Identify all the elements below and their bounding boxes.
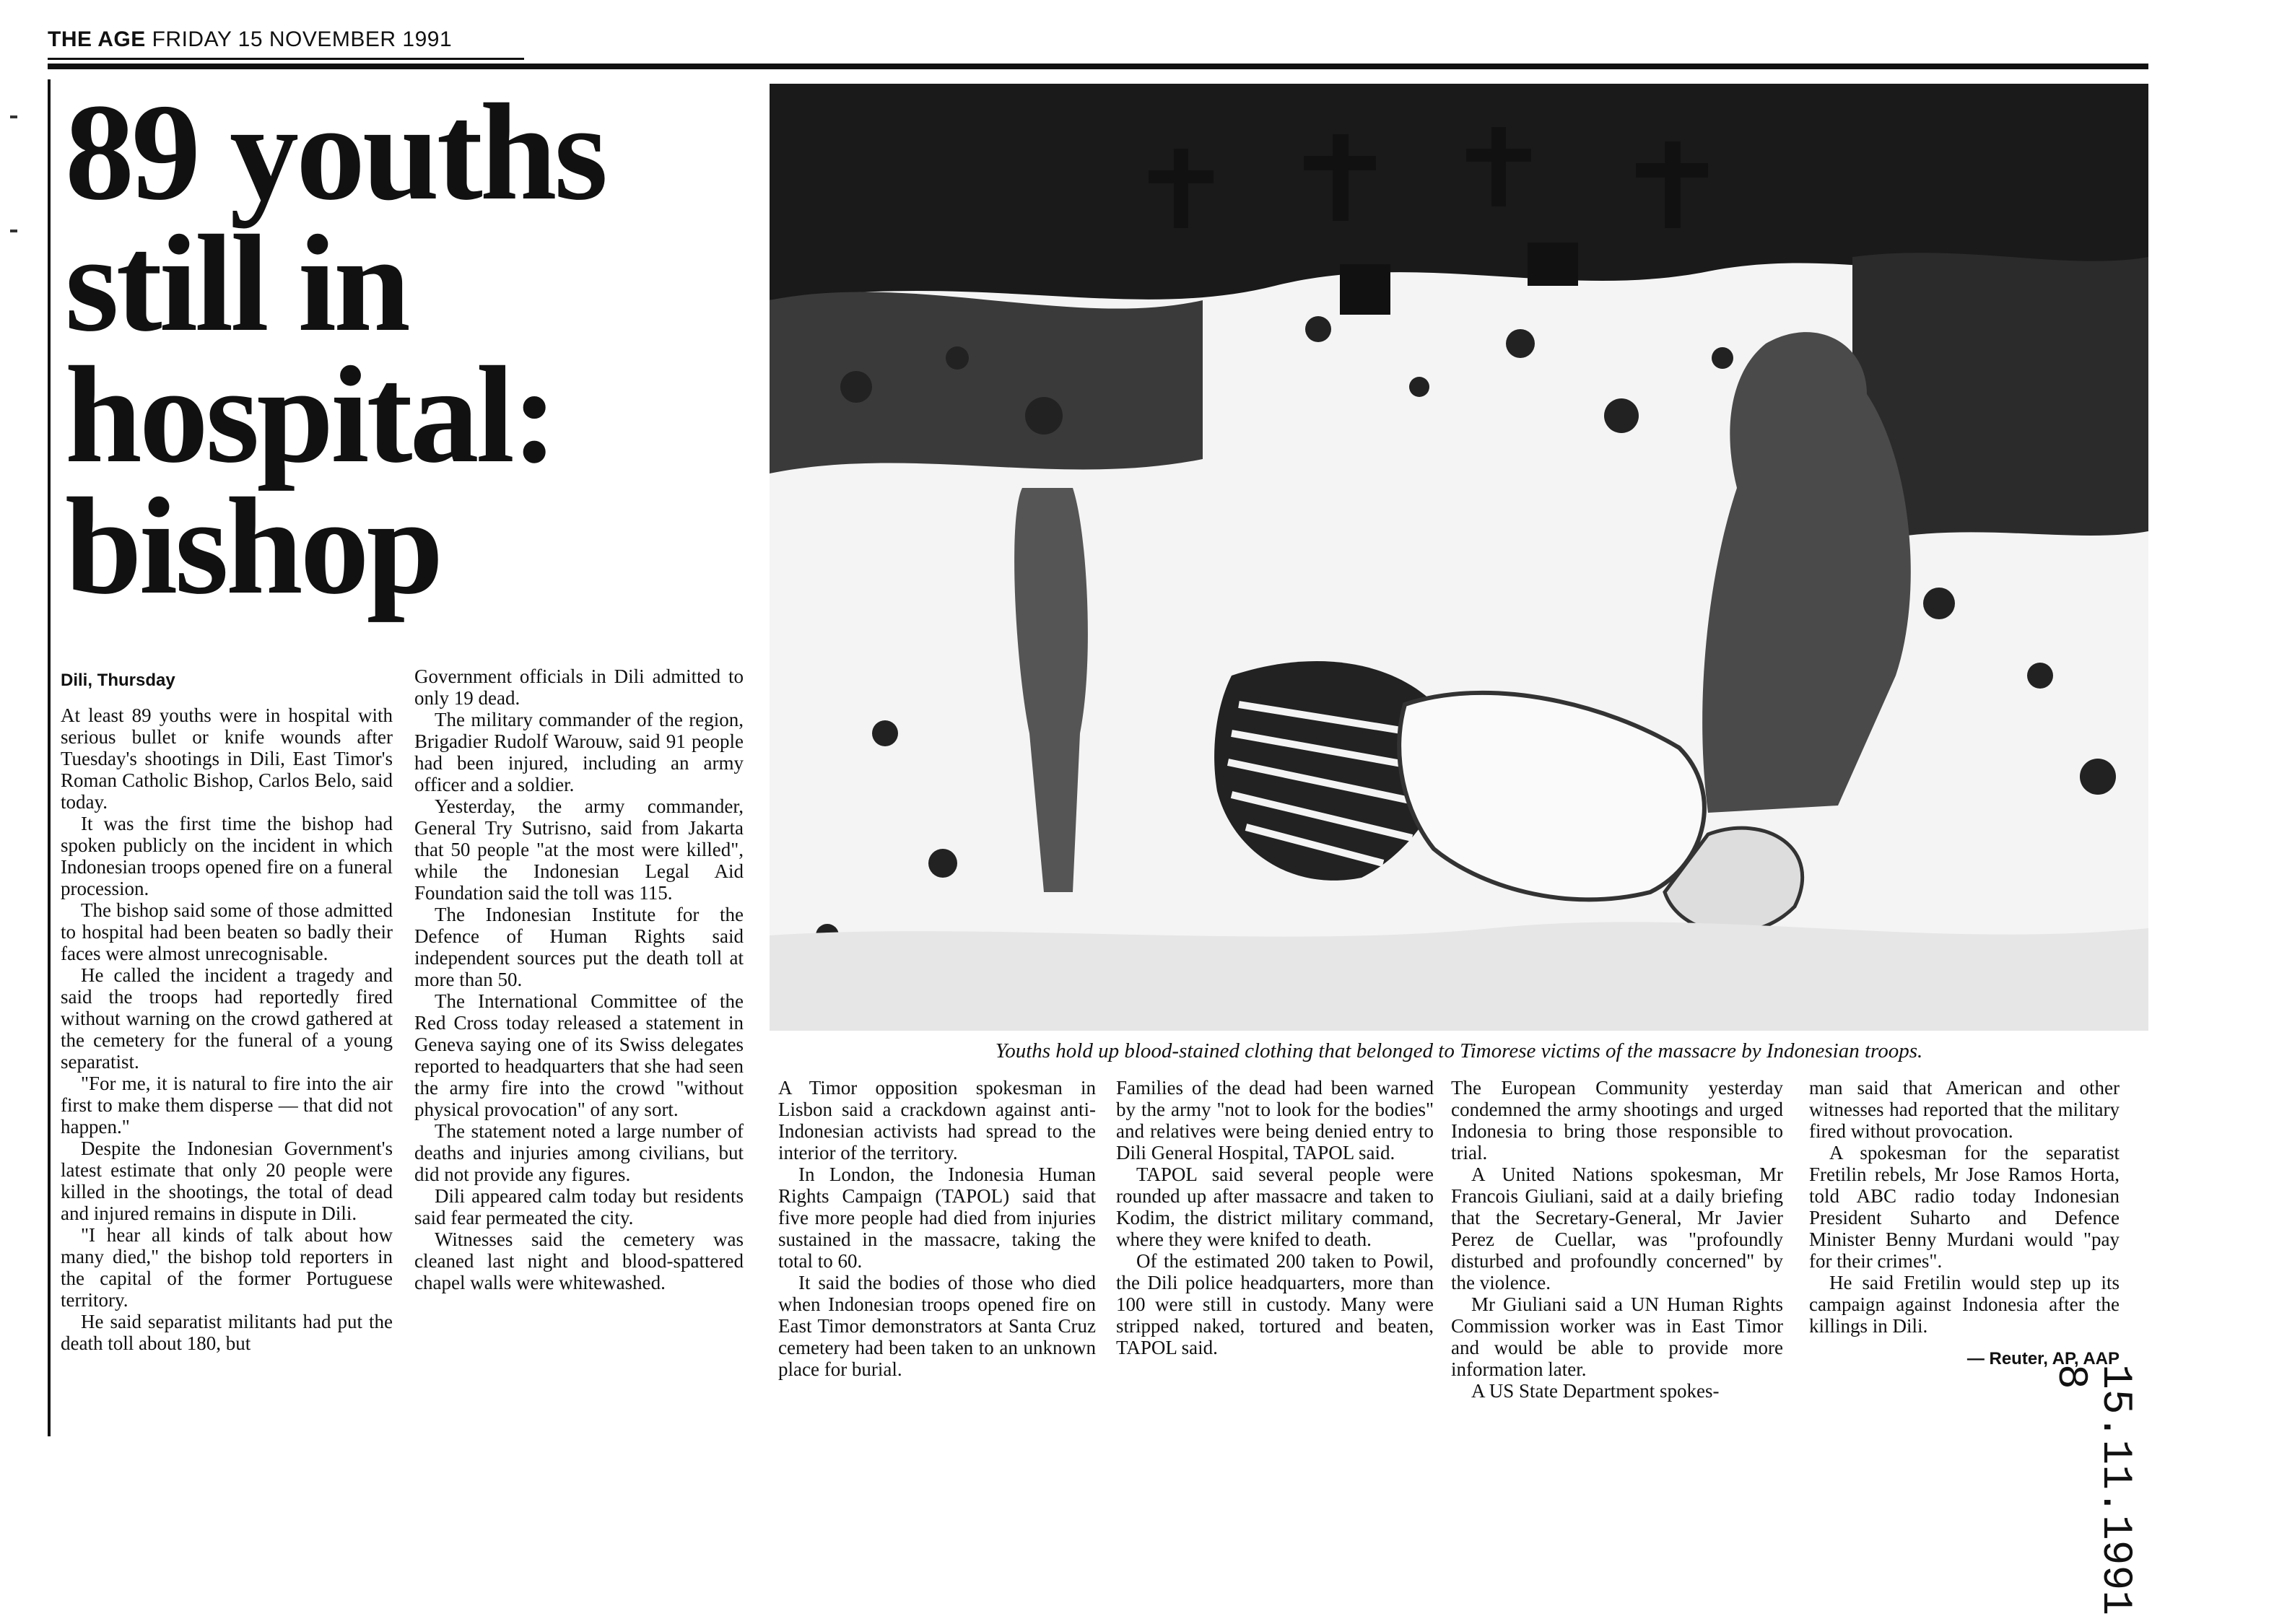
article-paragraph: At least 89 youths were in hospital with serious bullet or knife wounds after Tuesday's shootings in Dili, East Timor's Roman Catholic Bishop, Carlos Belo, said today. xyxy=(61,704,393,813)
article-column-1 xyxy=(61,670,393,1354)
article-paragraph: Witnesses said the cemetery was cleaned last night and blood-spattered chapel walls were whitewashed. xyxy=(414,1228,744,1293)
article-paragraph: TAPOL said several people were rounded up after massacre and taken to Kodim, the district military command, where they were knifed to death. xyxy=(1116,1164,1434,1250)
column-body xyxy=(414,665,744,1293)
masthead-date: FRIDAY 15 NOVEMBER 1991 xyxy=(152,27,453,51)
column-body xyxy=(1809,1077,2120,1337)
article-paragraph: man said that American and other witnesses had reported that the military fired without provocation. xyxy=(1809,1077,2120,1142)
article-paragraph: The Indonesian Institute for the Defence of Human Rights said independent sources put the death toll at more than 50. xyxy=(414,904,744,990)
article-paragraph: "I hear all kinds of talk about how many died," the bishop told reporters in the capital of the former Portuguese territory. xyxy=(61,1224,393,1311)
column-body xyxy=(1451,1077,1783,1402)
archive-stamp xyxy=(2047,1364,2137,1615)
margin-mark xyxy=(10,115,17,118)
column-rule xyxy=(48,79,51,1436)
stamp-page: 8 xyxy=(2047,1364,2094,1389)
article-column-6 xyxy=(1809,1077,2120,1370)
article-paragraph: The International Committee of the Red Cross today released a statement in Geneva saying one of its Swiss delegates reported to headquarters that she had seen the army fire into the crowd "without physical provocation" of any sort. xyxy=(414,990,744,1120)
article-paragraph: The statement noted a large number of deaths and injuries among civilians, but did not provide any figures. xyxy=(414,1120,744,1185)
photo-image xyxy=(770,84,2148,1031)
masthead-rule xyxy=(48,64,2148,69)
stamp-date: 15.11.1991 xyxy=(2091,1364,2138,1616)
article-paragraph: A Timor opposition spokesman in Lisbon said a crackdown against anti-Indonesian activists had spread to the interior of the territory. xyxy=(778,1077,1096,1164)
masthead xyxy=(48,27,452,52)
article-paragraph: It was the first time the bishop had spoken publicly on the incident in which Indonesian troops opened fire on a funeral procession. xyxy=(61,813,393,899)
article-paragraph: Despite the Indonesian Government's latest estimate that only 20 people were killed in the shootings, the total of dead and injured remains in dispute in Dili. xyxy=(61,1138,393,1224)
article-paragraph: The bishop said some of those admitted to hospital had been beaten so badly their faces were almost unrecognisable. xyxy=(61,899,393,964)
article-column-4 xyxy=(1116,1077,1434,1358)
article-paragraph: In London, the Indonesia Human Rights Campaign (TAPOL) said that five more people had died from injuries sustained in the massacre, taking the total to 60. xyxy=(778,1164,1096,1272)
column-body xyxy=(1116,1077,1434,1358)
headline: 89 youths still in hospital: bishop xyxy=(65,75,606,623)
article-paragraph: He said Fretilin would step up its campaign against Indonesia after the killings in Dili. xyxy=(1809,1272,2120,1337)
article-paragraph: The military commander of the region, Brigadier Rudolf Warouw, said 91 people had been injured, including an army officer and a soldier. xyxy=(414,709,744,795)
article-paragraph: It said the bodies of those who died when Indonesian troops opened fire on East Timor demonstrators at Santa Cruz cemetery had been taken to an unknown place for burial. xyxy=(778,1272,1096,1380)
news-photo xyxy=(770,84,2148,1031)
article-paragraph: "For me, it is natural to fire into the air first to make them disperse — that did not happen." xyxy=(61,1073,393,1138)
article-column-3 xyxy=(778,1077,1096,1380)
article-column-5 xyxy=(1451,1077,1783,1402)
article-paragraph: A United Nations spokesman, Mr Francois Giuliani, said at a daily briefing that the Secretary-General, Mr Javier Perez de Cuellar, was "profoundly disturbed and profoundly concerned" by the violence. xyxy=(1451,1164,1783,1293)
masthead-underline xyxy=(48,58,524,60)
article-paragraph: A US State Department spokes- xyxy=(1471,1380,1720,1402)
photo-caption: Youths hold up blood-stained clothing that belonged to Timorese victims of the massacre by Indonesian troops. xyxy=(995,1039,1923,1062)
article-paragraph: A spokesman for the separatist Fretilin rebels, Mr Jose Ramos Horta, told ABC radio today Indonesian President Suharto and Defence Minister Benny Murdani would "pay for their crimes". xyxy=(1809,1142,2120,1272)
article-paragraph: Dili appeared calm today but residents said fear permeated the city. xyxy=(414,1185,744,1228)
article-paragraph: Yesterday, the army commander, General Try Sutrisno, said from Jakarta that 50 people "at the most were killed", while the Indonesian Legal Aid Foundation said the toll was 115. xyxy=(414,795,744,904)
dateline: Dili, Thursday xyxy=(61,671,175,690)
credit-line: — Reuter, AP, AAP xyxy=(1966,1349,2120,1368)
article-paragraph: Families of the dead had been warned by the army "not to look for the bodies" and relatives were being denied entry to Dili General Hospital, TAPOL said. xyxy=(1116,1077,1434,1164)
article-column-2 xyxy=(414,665,744,1293)
article-paragraph: Mr Giuliani said a UN Human Rights Commission worker was in East Timor and would be able to provide more information later. xyxy=(1451,1293,1783,1380)
column-body xyxy=(778,1077,1096,1380)
margin-mark xyxy=(10,230,17,232)
article-paragraph: Government officials in Dili admitted to only 19 dead. xyxy=(414,665,744,709)
article-paragraph: Of the estimated 200 taken to Powil, the Dili police headquarters, more than 100 were still in custody. Many were stripped naked, tortured and beaten, TAPOL said. xyxy=(1116,1250,1434,1358)
column-body xyxy=(61,704,393,1354)
article-paragraph: The European Community yesterday condemned the army shootings and urged Indonesia to bring those responsible to trial. xyxy=(1451,1077,1783,1164)
article-paragraph: He said separatist militants had put the death toll about 180, but xyxy=(61,1311,393,1354)
masthead-paper: THE AGE xyxy=(48,27,146,51)
article-paragraph: He called the incident a tragedy and said the troops had reportedly fired without warning on the crowd gathered at the cemetery for the funeral of a young separatist. xyxy=(61,964,393,1073)
